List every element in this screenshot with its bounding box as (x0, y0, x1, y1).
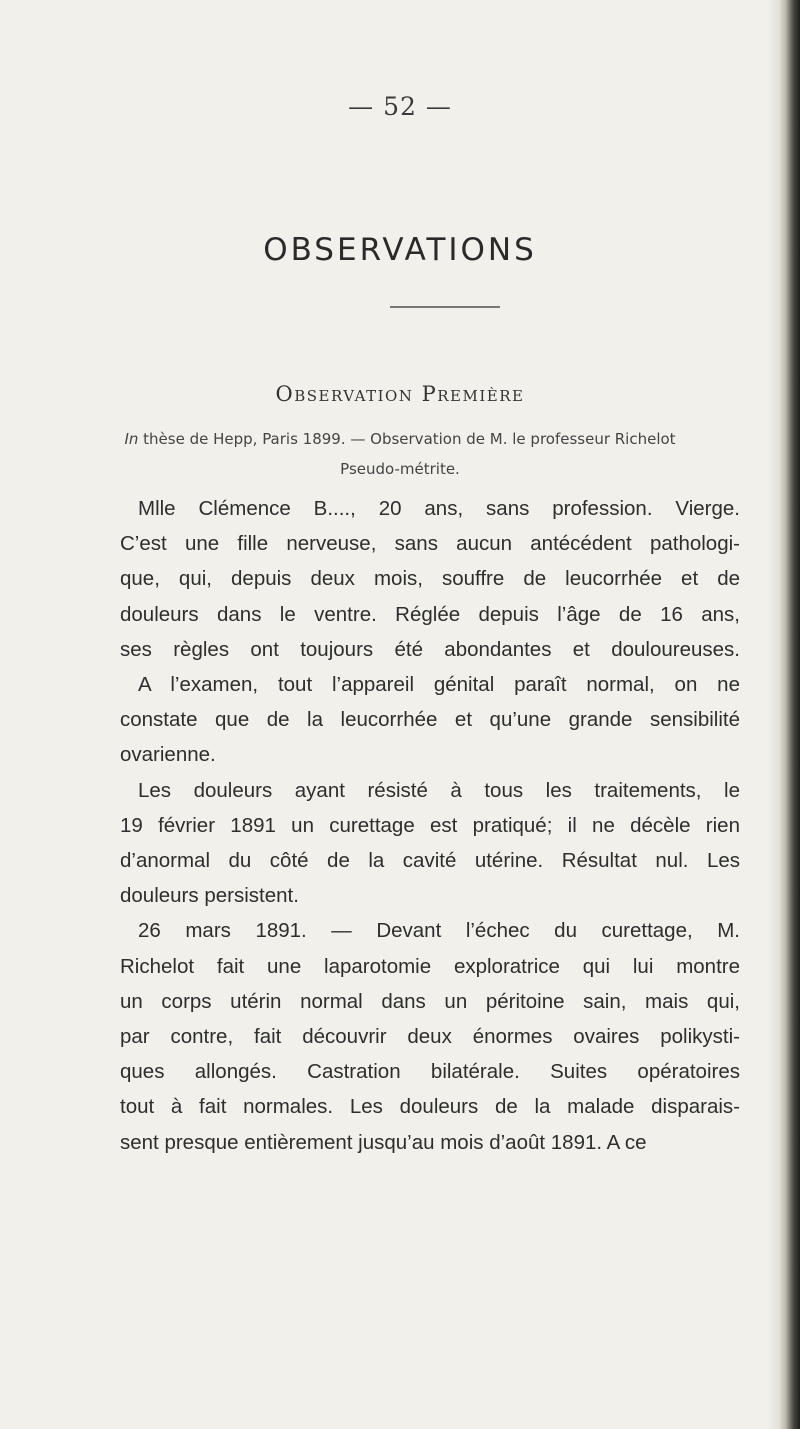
body-line: Mlle Clémence B...., 20 ans, sans profession. Vierge. (138, 497, 740, 520)
body-line: que, qui, depuis deux mois, souffre de leucorrhée et de (120, 567, 740, 591)
source-line-2: Pseudo-métrite. (340, 460, 460, 478)
source-note (0, 424, 800, 484)
body-line: Les douleurs ayant résisté à tous les traitements, le (138, 778, 740, 802)
page-shadow (768, 0, 778, 1429)
body-line: A l’examen, tout l’appareil génital paraît normal, on ne (138, 673, 740, 697)
page-number: — 52 — (348, 92, 452, 121)
body-line: 19 février 1891 un curettage est pratiqué; il ne décèle rien (120, 813, 740, 837)
source-line-1 (0, 424, 800, 454)
body-text (120, 491, 740, 1160)
body-line: ques allongés. Castration bilatérale. Suites opératoires (120, 1060, 740, 1084)
body-line: 26 mars 1891. — Devant l’échec du curettage, M. (138, 919, 740, 943)
body-line: ovarienne. (120, 743, 216, 767)
source-line-1-italic: In (124, 430, 139, 448)
body-line: tout à fait normales. Les douleurs de la malade disparais- (120, 1095, 740, 1119)
body-line: un corps utérin normal dans un péritoine sain, mais qui, (120, 989, 740, 1013)
body-line: C’est une fille nerveuse, sans aucun antécédent pathologi- (120, 532, 740, 556)
body-line: Richelot fait une laparotomie exploratrice qui lui montre (120, 954, 740, 978)
body-line: douleurs persistent. (120, 884, 299, 908)
body-line: douleurs dans le ventre. Réglée depuis l’âge de 16 ans, (120, 602, 740, 626)
source-line-1-text: thèse de Hepp, Paris 1899. — Observation de M. le professeur Richelot (143, 430, 676, 448)
page-edge (778, 0, 800, 1429)
observation-heading: Observation Première (275, 382, 525, 406)
body-line: constate que de la leucorrhée et qu’une grande sensibilité (120, 708, 740, 732)
body-line: sent presque entièrement jusqu’au mois d’août 1891. A ce (120, 1130, 647, 1154)
body-line: ses règles ont toujours été abondantes et douloureuses. (120, 637, 740, 661)
body-line: d’anormal du côté de la cavité utérine. Résultat nul. Les (120, 849, 740, 873)
divider-rule (390, 306, 500, 308)
section-title: OBSERVATIONS (263, 232, 537, 268)
body-line: par contre, fait découvrir deux énormes ovaires polikysti- (120, 1025, 740, 1049)
